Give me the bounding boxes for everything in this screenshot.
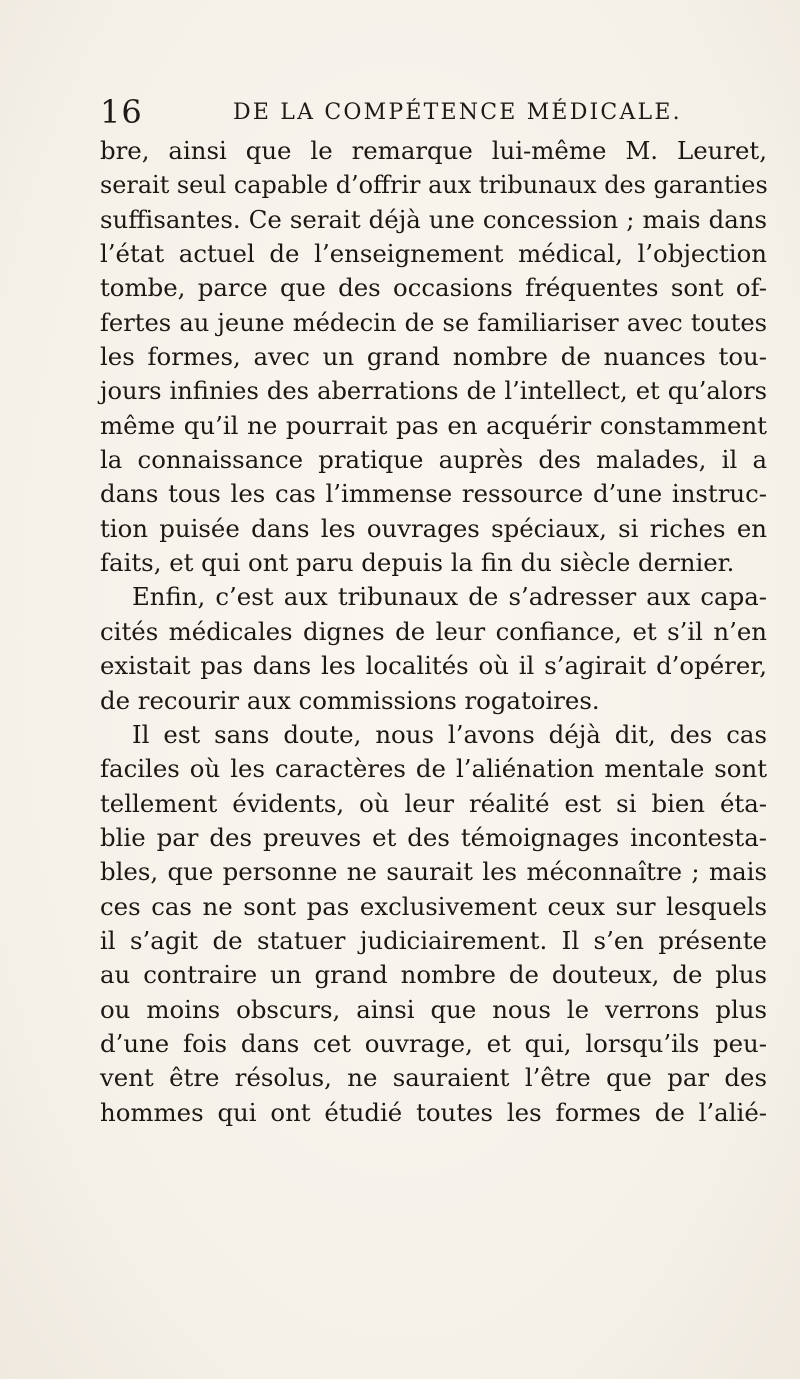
text-line: les formes, avec un grand nombre de nuances tou- bbox=[100, 342, 767, 372]
text-line: bre, ainsi que le remarque lui-même M. Leuret, bbox=[100, 136, 767, 165]
body-text bbox=[100, 134, 767, 1130]
text-line: suffisantes. Ce serait déjà une concession ; mais dans bbox=[100, 204, 767, 234]
text-line: fertes au jeune médecin de se familiariser avec toutes bbox=[100, 308, 767, 337]
text-line: même qu’il ne pourrait pas en acquérir constamment bbox=[100, 410, 767, 440]
text-line: existait pas dans les localités où il s’agirait d’opérer, bbox=[100, 651, 767, 681]
text-line: faciles où les caractères de l’aliénation mentale sont bbox=[100, 754, 767, 784]
text-line: bles, que personne ne saurait les méconnaître ; mais bbox=[100, 857, 767, 887]
text-line: tion puisée dans les ouvrages spéciaux, si riches en bbox=[100, 513, 767, 543]
text-line: Il est sans doute, nous l’avons déjà dit, des cas bbox=[132, 719, 767, 749]
page-number: 16 bbox=[100, 93, 143, 131]
text-line: de recourir aux commissions rogatoires. bbox=[100, 685, 600, 715]
text-line: au contraire un grand nombre de douteux, de plus bbox=[100, 960, 767, 990]
text-line: cités médicales dignes de leur confiance, et s’il n’en bbox=[100, 616, 767, 646]
text-line: la connaissance pratique auprès des malades, il a bbox=[100, 445, 767, 475]
text-line: faits, et qui ont paru depuis la fin du siècle dernier. bbox=[100, 548, 735, 578]
text-line: vent être résolus, ne sauraient l’être que par des bbox=[100, 1063, 767, 1093]
text-line: tellement évidents, où leur réalité est si bien éta- bbox=[100, 788, 767, 818]
text-line: hommes qui ont étudié toutes les formes de l’alié- bbox=[100, 1097, 767, 1127]
text-line: l’état actuel de l’enseignement médical, l’objection bbox=[100, 239, 767, 269]
text-line: jours infinies des aberrations de l’intellect, et qu’alors bbox=[100, 377, 767, 406]
running-title: DE LA COMPÉTENCE MÉDICALE. bbox=[233, 100, 682, 125]
text-line: il s’agit de statuer judiciairement. Il s’en présente bbox=[100, 925, 767, 955]
text-line: dans tous les cas l’immense ressource d’une instruc- bbox=[100, 479, 767, 509]
text-line: d’une fois dans cet ouvrage, et qui, lorsqu’ils peu- bbox=[100, 1028, 767, 1058]
text-line: blie par des preuves et des témoignages incontesta- bbox=[100, 822, 767, 852]
text-line: ces cas ne sont pas exclusivement ceux sur lesquels bbox=[100, 891, 767, 921]
text-line: serait seul capable d’offrir aux tribunaux des garanties bbox=[100, 171, 768, 200]
text-line: ou moins obscurs, ainsi que nous le verrons plus bbox=[100, 994, 767, 1024]
text-line: tombe, parce que des occasions fréquentes sont of- bbox=[100, 273, 767, 303]
page-header bbox=[100, 92, 740, 132]
text-line: Enfin, c’est aux tribunaux de s’adresser aux capa- bbox=[132, 582, 767, 612]
